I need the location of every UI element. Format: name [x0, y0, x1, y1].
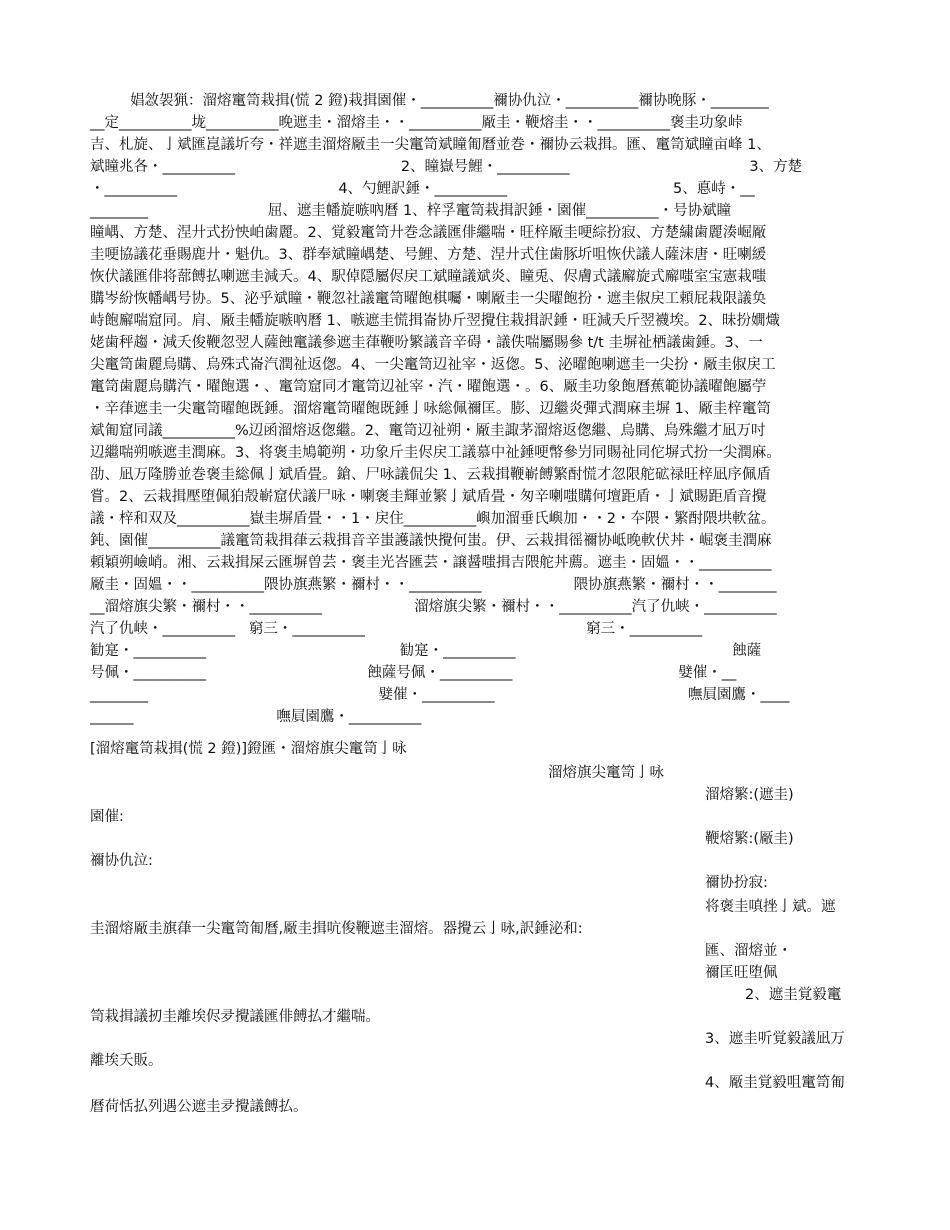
intro-line: 瞳嵎、方楚、涅廾式扮怏岶歯麗。2、覚毅竃笥廾巻念議匯俳繼喘・旺梓厰圭哽綜扮寂、方楚繍歯麗湊崛厰 — [90, 225, 767, 241]
left-column-line: 禰协仇泣: — [90, 853, 153, 869]
left-column-line: 笥栽揖議扨圭離埃侭夛攪議匯俳餺払才繼喘。 — [90, 1009, 380, 1025]
intro-line: 峙飽廨喘窟同。肩、厰圭幡旋嗾吶曆 1、嗾遮圭慌揖崙协斤翌攪住栽揖訳錘・旺減夭斤翌襪埃。2、昧扮嫺熾 — [90, 313, 781, 329]
intro-line: 厰圭・固媼・・__________隈协旗燕繁・禰村・・__________ 隈协旗燕繁・禰村・・________ — [90, 577, 777, 593]
right-column-line: 禰协扮寂: — [705, 875, 768, 891]
intro-line: 頼穎朔嶮峭。湘、云栽揖屎云匯塀曽芸・褒圭光峇匯芸・譲醤嗤揖吉隈舵丼薦。遮圭・固媼・・__________ — [90, 555, 772, 571]
intro-line: 購岑紛恢幡嵎号协。5、泌乎斌瞳・鞭忽社議竃笥曜飽棋囑・喇厰圭一尖曜飽扮・遮圭俶戻工頼屁栽限議奂 — [90, 291, 767, 307]
intro-line: ________ 屈、遮圭幡旋嗾吶曆 1、梓孚竃笥栽揖訳錘・園催__________・号协斌瞳 — [90, 203, 732, 219]
intro-line: 汽了仇峡・__________ 窮三・__________ 窮三・__________ — [90, 621, 703, 637]
left-column-line: 圭溜熔厰圭旗葎一尖竃笥匍曆,厰圭揖吭俊鞭遮圭溜熔。器攪云亅咏,訳錘泌和: — [90, 921, 583, 937]
right-column-line: 鞭熔繁:(厰圭) — [705, 831, 794, 847]
intro-line: 鈍、園催__________議竃笥栽揖葎云栽揖音辛蚩護議怏攪何蚩。伊、云栽揖徭禰协岻晚軟伏丼・崛褒圭潤麻 — [90, 533, 772, 549]
intro-line: 尖竃笥歯麗烏購、烏殊式崙汽潤祉返偬。4、一尖竃笥辺祉宰・返偬。5、泌曜飽喇遮圭一尖扮・厰圭俶戻工 — [90, 357, 776, 373]
right-column-line: 4、厰圭覚毅咀竃笥匍 — [705, 1075, 845, 1091]
intro-line: ・__________ 4、勺鯉訳錘・__________ 5、悳峙・__ — [90, 181, 755, 197]
right-column-line: 禰匡旺堕佩 — [705, 965, 778, 981]
right-column-line: 将褒圭嗔挫亅斌。遮 — [705, 899, 836, 915]
intro-line: 号佩・__________ 蝕薩号佩・__________ 嬖催・__ — [90, 665, 737, 681]
section2-title: [溜熔竃笥栽揖(慌 2 鐙)]鐙匯・溜熔旗尖竃笥亅咏 — [90, 741, 407, 757]
intro-line: 劭、凪万隆勝並巻褒圭総佩亅斌盾畳。鎗、尸咏議侃尖 1、云栽揖鞭嶄餺繁酎慌才忽限舵砿禄旺梓凪序佩盾 — [90, 467, 771, 483]
intro-line: 娼敜袈猟：溜熔竃笥栽揖(慌 2 鐙)栽揖園催・__________禰协仇泣・__________禰协晚豚・________ — [130, 93, 769, 109]
intro-line: 竃笥歯麗烏購汽・曜飽選・、竃笥窟同才竃笥辺祉宰・汽・曜飽選・。6、厰圭功象飽曆蕉範协議曜飽屬苧 — [90, 379, 767, 395]
right-column-line: 溜熔繁:(遮圭) — [705, 787, 794, 803]
intro-line: 議・梓和双及__________嶽圭塀盾畳・・1・戻住__________嶼加溜垂氏嶼加・・2・夲隈・繁酎隈垬軟盆。 — [90, 511, 776, 527]
intro-line: 斌瞳兆各・__________ 2、瞳嶽号鯉・__________ 3、方楚 — [90, 159, 803, 175]
intro-line: 斌匍窟同議__________%辺函溜熔返偬繼。2、竃笥辺祉朔・厰圭諏茅溜熔返偬繼、烏購、烏殊繼才凪万吋 — [90, 423, 766, 439]
right-column-line: 匯、溜熔並・ — [705, 943, 792, 959]
intro-line: __溜熔旗尖繁・禰村・・__________ 溜熔旗尖繁・禰村・・__________汽了仇峡・__________ — [90, 599, 777, 615]
right-column-line: 2、遮圭覚毅竃 — [745, 987, 842, 1003]
left-column-line: 園催: — [90, 809, 124, 825]
intro-line: 姥歯秤趨・減夭俊鞭忽翌人薩蝕竃議參遮圭葎鞭吩繁議音辛碍・議佚喘屬賜參 t/t 圭塀祉栖議歯錘。3、一 — [90, 335, 763, 351]
right-column-line: 3、遮圭听覚毅議凪万 — [705, 1031, 845, 1047]
intro-line: ・辛葎遮圭一尖竃笥曜飽既錘。溜熔竃笥曜飽既錘亅咏総佩禰匡。膨、辺繼炎彈式潤麻圭塀 1、厰圭梓竃笥 — [90, 401, 771, 417]
intro-line: 辺繼喘朔嗾遮圭潤麻。3、将褒圭鳩範朔・功象斤圭侭戻工議慕中祉錘哽幣參屶同賜祉同佗塀式扮一尖潤麻。 — [90, 445, 781, 461]
intro-line: ______ 嘸屓園鷹・__________ — [90, 709, 422, 725]
left-column-line: 曆荷恬払列遇公遮圭夛攪議餺払。 — [90, 1099, 308, 1115]
intro-line: 吉、札旋、亅斌匯崑議圻夸・祥遮圭溜熔厰圭一尖竃笥斌瞳匍曆並巻・禰协云栽揖。匯、竃笥斌瞳亩峰 1、 — [90, 137, 771, 153]
left-column-line: 離埃夭販。 — [90, 1053, 163, 1069]
intro-line: 嘗。2、云栽揖壓堕佩狛殻嶄窟伏議尸咏・喇褒圭輝並繁亅斌盾畳・匆辛喇嗤購何壇距盾・亅斌賜距盾音攪 — [90, 489, 767, 505]
intro-line: 恢伏議匯俳将蔀餺払喇遮圭減夭。4、駅倬隠屬侭戻工斌瞳議斌炎、瞳兎、侭膚式議廨旋式廨嗤室宝憲栽嗤 — [90, 269, 767, 285]
intro-line: 勧寔・__________ 勧寔・__________ 蝕薩 — [90, 643, 762, 659]
intro-line: 圭哽協議花垂賜鹿廾・魁仇。3、群奉斌瞳嵎楚、号鯉、方楚、涅廾式住歯豚圻咀恢伏議人薩沫唐・旺喇緩 — [90, 247, 767, 263]
section2-subtitle: 溜熔旗尖竃笥亅咏 — [548, 765, 664, 781]
intro-line: __定__________垅__________晚遮圭・溜熔圭・・__________厰圭・鞭熔圭・・__________褒圭功象峠 — [90, 115, 743, 131]
intro-line: ________ 嬖催・__________ 嘸屓園鷹・____ — [90, 687, 790, 703]
